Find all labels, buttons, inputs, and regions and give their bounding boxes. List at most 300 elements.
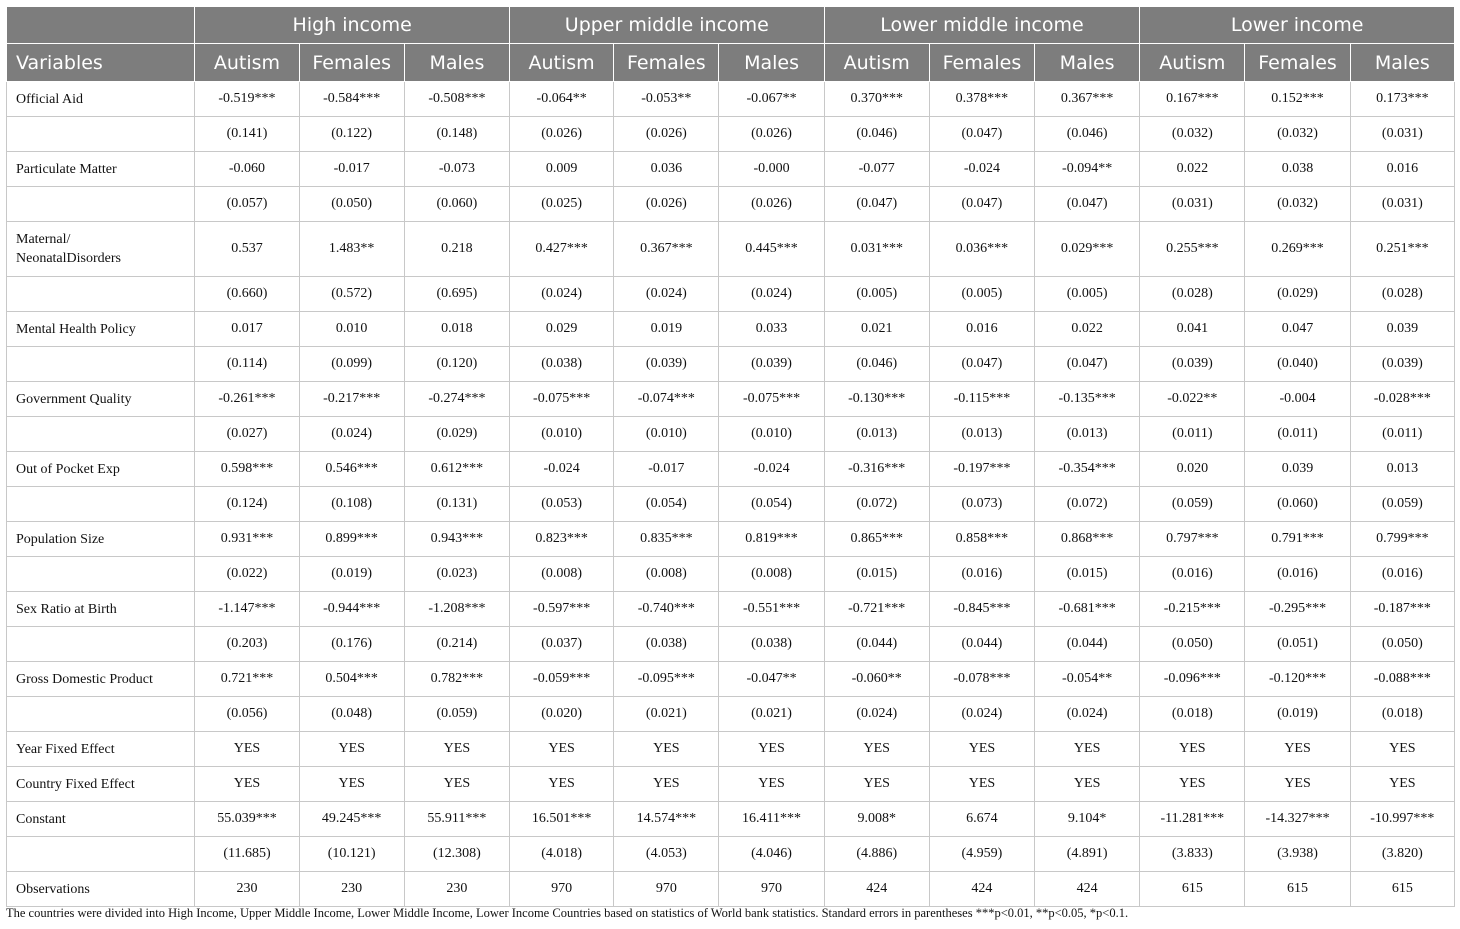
table-cell: (0.023)	[404, 557, 509, 592]
table-cell: (0.046)	[824, 117, 929, 152]
row-label	[7, 557, 195, 592]
table-cell: (0.047)	[929, 187, 1034, 222]
table-cell: (0.024)	[1035, 697, 1140, 732]
table-cell: (0.060)	[404, 187, 509, 222]
row-label-text: Observations	[16, 881, 90, 897]
table-cell: (0.108)	[299, 487, 404, 522]
table-cell: (0.016)	[929, 557, 1034, 592]
table-cell: (0.050)	[1350, 627, 1454, 662]
table-cell: 0.819***	[719, 522, 824, 557]
table-row	[7, 767, 1455, 802]
group-header-row	[7, 7, 1455, 44]
table-cell: (0.214)	[404, 627, 509, 662]
table-cell: (0.660)	[195, 277, 299, 312]
table-cell: -10.997***	[1350, 802, 1454, 837]
table-footnote: The countries were divided into High Income, Upper Middle Income, Lower Middle Income, Lower Income Countries based on statistics of World bank statistics. Standard errors in parentheses ***p<0.01, **p<0.05, *p<0.1.	[6, 906, 1129, 920]
table-cell: 9.104*	[1035, 802, 1140, 837]
table-cell: -1.208***	[404, 592, 509, 627]
table-cell: -0.004	[1245, 382, 1350, 417]
table-cell: (0.016)	[1350, 557, 1454, 592]
subcolumn-header: Females	[299, 44, 404, 82]
group-header-high-income: High income	[195, 7, 510, 44]
table-cell: (0.038)	[614, 627, 719, 662]
table-cell: -0.075***	[510, 382, 614, 417]
table-cell: (0.572)	[299, 277, 404, 312]
table-cell: 0.041	[1140, 312, 1245, 347]
table-cell: (0.039)	[719, 347, 824, 382]
table-cell: 0.791***	[1245, 522, 1350, 557]
subcolumn-header: Females	[1245, 44, 1350, 82]
table-cell: 0.823***	[510, 522, 614, 557]
table-cell: 615	[1245, 872, 1350, 907]
row-label	[7, 802, 195, 837]
row-label-text: Constant	[16, 811, 66, 827]
table-cell: YES	[1035, 767, 1140, 802]
table-cell: 0.899***	[299, 522, 404, 557]
table-row	[7, 697, 1455, 732]
table-cell: 55.039***	[195, 802, 299, 837]
table-cell: 0.038	[1245, 152, 1350, 187]
table-cell: -0.074***	[614, 382, 719, 417]
row-label	[7, 312, 195, 347]
table-cell: (0.131)	[404, 487, 509, 522]
table-cell: -0.721***	[824, 592, 929, 627]
table-cell: -0.197***	[929, 452, 1034, 487]
table-cell: (0.059)	[1140, 487, 1245, 522]
table-cell: -0.047**	[719, 662, 824, 697]
table-cell: -14.327***	[1245, 802, 1350, 837]
row-label-text: Year Fixed Effect	[16, 741, 115, 757]
table-cell: (0.054)	[614, 487, 719, 522]
table-cell: (0.011)	[1245, 417, 1350, 452]
table-cell: 0.017	[195, 312, 299, 347]
subcolumn-header: Autism	[1140, 44, 1245, 82]
table-row	[7, 662, 1455, 697]
table-cell: -0.354***	[1035, 452, 1140, 487]
table-cell: (0.176)	[299, 627, 404, 662]
table-cell: 0.367***	[614, 222, 719, 277]
table-cell: (0.024)	[719, 277, 824, 312]
table-cell: (10.121)	[299, 837, 404, 872]
table-cell: (0.019)	[299, 557, 404, 592]
table-cell: (0.141)	[195, 117, 299, 152]
table-cell: 0.029***	[1035, 222, 1140, 277]
table-cell: 424	[824, 872, 929, 907]
table-row	[7, 802, 1455, 837]
table-cell: (0.047)	[1035, 347, 1140, 382]
table-row	[7, 592, 1455, 627]
table-cell: 0.943***	[404, 522, 509, 557]
table-cell: -0.017	[614, 452, 719, 487]
table-cell: (0.032)	[1245, 117, 1350, 152]
table-cell: 0.016	[1350, 152, 1454, 187]
table-row	[7, 347, 1455, 382]
table-cell: 0.546***	[299, 452, 404, 487]
table-cell: -0.000	[719, 152, 824, 187]
table-cell: 1.483**	[299, 222, 404, 277]
table-cell: YES	[824, 767, 929, 802]
table-cell: -0.187***	[1350, 592, 1454, 627]
subcolumn-header-row	[7, 44, 1455, 82]
row-label	[7, 592, 195, 627]
table-cell: 0.013	[1350, 452, 1454, 487]
table-cell: 0.019	[614, 312, 719, 347]
table-cell: (0.021)	[719, 697, 824, 732]
table-cell: 970	[614, 872, 719, 907]
table-cell: (0.020)	[510, 697, 614, 732]
row-label	[7, 767, 195, 802]
table-body	[7, 82, 1455, 907]
table-cell: 230	[195, 872, 299, 907]
group-header-lower-middle-income: Lower middle income	[824, 7, 1140, 44]
table-cell: -0.067**	[719, 82, 824, 117]
table-cell: (0.029)	[404, 417, 509, 452]
table-cell: 0.016	[929, 312, 1034, 347]
table-cell: 0.036***	[929, 222, 1034, 277]
table-cell: -0.077	[824, 152, 929, 187]
table-cell: (0.047)	[929, 117, 1034, 152]
table-cell: (0.053)	[510, 487, 614, 522]
table-row	[7, 837, 1455, 872]
table-cell: (0.072)	[824, 487, 929, 522]
table-cell: 0.029	[510, 312, 614, 347]
table-row	[7, 522, 1455, 557]
table-cell: 0.445***	[719, 222, 824, 277]
table-cell: 0.865***	[824, 522, 929, 557]
row-label	[7, 487, 195, 522]
table-cell: 0.039	[1245, 452, 1350, 487]
table-row	[7, 152, 1455, 187]
variables-header: Variables	[7, 44, 195, 82]
table-cell: -0.584***	[299, 82, 404, 117]
group-header-upper-middle-income: Upper middle income	[510, 7, 825, 44]
table-cell: 0.799***	[1350, 522, 1454, 557]
row-label	[7, 627, 195, 662]
table-cell: (0.018)	[1350, 697, 1454, 732]
row-label	[7, 522, 195, 557]
table-cell: 49.245***	[299, 802, 404, 837]
table-cell: (0.114)	[195, 347, 299, 382]
table-cell: (0.016)	[1140, 557, 1245, 592]
table-cell: (0.026)	[614, 117, 719, 152]
table-cell: YES	[299, 732, 404, 767]
table-cell: 0.782***	[404, 662, 509, 697]
table-cell: (0.122)	[299, 117, 404, 152]
table-cell: (0.047)	[929, 347, 1034, 382]
table-cell: (0.028)	[1140, 277, 1245, 312]
table-row	[7, 277, 1455, 312]
table-cell: YES	[1035, 732, 1140, 767]
table-cell: 0.835***	[614, 522, 719, 557]
table-cell: (0.031)	[1350, 187, 1454, 222]
table-cell: -0.845***	[929, 592, 1034, 627]
table-row	[7, 222, 1455, 277]
table-cell: (0.056)	[195, 697, 299, 732]
table-cell: (0.044)	[824, 627, 929, 662]
table-cell: 230	[404, 872, 509, 907]
table-cell: -0.215***	[1140, 592, 1245, 627]
table-cell: YES	[929, 767, 1034, 802]
table-cell: (0.026)	[510, 117, 614, 152]
table-cell: (0.059)	[404, 697, 509, 732]
row-label	[7, 82, 195, 117]
row-label	[7, 347, 195, 382]
table-cell: 9.008*	[824, 802, 929, 837]
table-cell: 0.797***	[1140, 522, 1245, 557]
table-cell: (0.072)	[1035, 487, 1140, 522]
table-cell: -0.115***	[929, 382, 1034, 417]
row-label	[7, 662, 195, 697]
table-cell: 14.574***	[614, 802, 719, 837]
table-cell: -0.078***	[929, 662, 1034, 697]
table-cell: -0.551***	[719, 592, 824, 627]
table-cell: 230	[299, 872, 404, 907]
row-label	[7, 452, 195, 487]
table-cell: (0.026)	[614, 187, 719, 222]
row-label	[7, 732, 195, 767]
table-cell: (12.308)	[404, 837, 509, 872]
table-cell: (0.013)	[824, 417, 929, 452]
row-label	[7, 222, 195, 277]
table-cell: (0.059)	[1350, 487, 1454, 522]
table-row	[7, 82, 1455, 117]
table-cell: (0.015)	[824, 557, 929, 592]
table-row	[7, 382, 1455, 417]
table-cell: (0.029)	[1245, 277, 1350, 312]
table-cell: (0.046)	[824, 347, 929, 382]
subcolumn-header: Females	[614, 44, 719, 82]
row-label-text: Maternal/	[16, 232, 71, 247]
table-cell: (0.025)	[510, 187, 614, 222]
table-cell: (0.024)	[614, 277, 719, 312]
table-cell: (0.148)	[404, 117, 509, 152]
table-cell: (0.031)	[1350, 117, 1454, 152]
table-cell: (0.120)	[404, 347, 509, 382]
table-cell: 0.255***	[1140, 222, 1245, 277]
row-label-text: Government Quality	[16, 391, 132, 407]
row-label	[7, 697, 195, 732]
table-cell: (0.028)	[1350, 277, 1454, 312]
table-cell: 0.033	[719, 312, 824, 347]
row-label	[7, 872, 195, 907]
table-cell: (0.022)	[195, 557, 299, 592]
table-cell: (0.018)	[1140, 697, 1245, 732]
table-cell: (0.013)	[929, 417, 1034, 452]
table-cell: (0.008)	[510, 557, 614, 592]
subcolumn-header: Autism	[824, 44, 929, 82]
table-cell: 0.218	[404, 222, 509, 277]
table-cell: 424	[929, 872, 1034, 907]
table-cell: -0.053**	[614, 82, 719, 117]
table-cell: 0.858***	[929, 522, 1034, 557]
table-cell: YES	[510, 732, 614, 767]
table-cell: 0.031***	[824, 222, 929, 277]
table-cell: (0.026)	[719, 187, 824, 222]
table-cell: -0.944***	[299, 592, 404, 627]
table-cell: (0.005)	[1035, 277, 1140, 312]
table-cell: 0.721***	[195, 662, 299, 697]
table-cell: -0.120***	[1245, 662, 1350, 697]
table-cell: 0.537	[195, 222, 299, 277]
table-cell: 0.152***	[1245, 82, 1350, 117]
table-cell: (0.039)	[1350, 347, 1454, 382]
table-cell: YES	[1350, 767, 1454, 802]
table-cell: (0.005)	[929, 277, 1034, 312]
table-cell: 0.018	[404, 312, 509, 347]
subcolumn-header: Males	[1350, 44, 1454, 82]
table-cell: YES	[719, 732, 824, 767]
table-cell: -0.024	[510, 452, 614, 487]
corner-cell	[7, 7, 195, 44]
table-cell: YES	[1140, 732, 1245, 767]
table-cell: (3.820)	[1350, 837, 1454, 872]
table-cell: -0.060	[195, 152, 299, 187]
table-cell: (11.685)	[195, 837, 299, 872]
table-cell: (0.050)	[1140, 627, 1245, 662]
table-cell: (0.011)	[1140, 417, 1245, 452]
table-cell: YES	[510, 767, 614, 802]
subcolumn-header: Autism	[195, 44, 299, 82]
table-cell: 615	[1140, 872, 1245, 907]
table-cell: -0.295***	[1245, 592, 1350, 627]
table-cell: (4.959)	[929, 837, 1034, 872]
table-cell: 0.931***	[195, 522, 299, 557]
table-cell: (4.018)	[510, 837, 614, 872]
table-cell: (0.010)	[614, 417, 719, 452]
table-cell: (0.008)	[614, 557, 719, 592]
table-cell: 0.167***	[1140, 82, 1245, 117]
table-cell: 0.598***	[195, 452, 299, 487]
table-cell: (0.044)	[1035, 627, 1140, 662]
table-cell: 0.504***	[299, 662, 404, 697]
subcolumn-header: Autism	[510, 44, 614, 82]
table-cell: 970	[510, 872, 614, 907]
table-cell: -0.060**	[824, 662, 929, 697]
row-label	[7, 382, 195, 417]
table-cell: (0.024)	[824, 697, 929, 732]
table-cell: (0.032)	[1140, 117, 1245, 152]
table-cell: (0.057)	[195, 187, 299, 222]
table-cell: -0.022**	[1140, 382, 1245, 417]
table-cell: -0.088***	[1350, 662, 1454, 697]
table-cell: -0.054**	[1035, 662, 1140, 697]
table-cell: -0.597***	[510, 592, 614, 627]
row-label-text: Country Fixed Effect	[16, 776, 135, 792]
table-cell: (0.038)	[510, 347, 614, 382]
table-row	[7, 557, 1455, 592]
row-label-text: Gross Domestic Product	[16, 671, 153, 687]
table-cell: YES	[824, 732, 929, 767]
table-cell: 16.501***	[510, 802, 614, 837]
table-cell: (0.024)	[299, 417, 404, 452]
table-cell: 16.411***	[719, 802, 824, 837]
table-cell: (3.938)	[1245, 837, 1350, 872]
table-cell: (0.037)	[510, 627, 614, 662]
table-cell: -0.316***	[824, 452, 929, 487]
table-cell: -0.028***	[1350, 382, 1454, 417]
table-cell: YES	[404, 767, 509, 802]
table-cell: (4.046)	[719, 837, 824, 872]
table-cell: -0.261***	[195, 382, 299, 417]
table-cell: (0.051)	[1245, 627, 1350, 662]
table-cell: YES	[929, 732, 1034, 767]
table-cell: (0.016)	[1245, 557, 1350, 592]
table-cell: 0.612***	[404, 452, 509, 487]
table-cell: (0.040)	[1245, 347, 1350, 382]
table-cell: 615	[1350, 872, 1454, 907]
table-cell: YES	[1350, 732, 1454, 767]
table-cell: 0.022	[1140, 152, 1245, 187]
table-cell: 0.010	[299, 312, 404, 347]
table-cell: (0.124)	[195, 487, 299, 522]
group-header-lower-income: Lower income	[1140, 7, 1455, 44]
table-cell: (0.010)	[719, 417, 824, 452]
table-cell: (0.048)	[299, 697, 404, 732]
table-row	[7, 417, 1455, 452]
table-cell: (0.019)	[1245, 697, 1350, 732]
table-cell: (0.021)	[614, 697, 719, 732]
table-cell: (0.032)	[1245, 187, 1350, 222]
table-cell: 0.269***	[1245, 222, 1350, 277]
table-cell: 0.367***	[1035, 82, 1140, 117]
table-cell: (0.047)	[824, 187, 929, 222]
table-cell: 0.036	[614, 152, 719, 187]
table-cell: (0.039)	[1140, 347, 1245, 382]
row-label	[7, 117, 195, 152]
table-cell: 0.022	[1035, 312, 1140, 347]
table-cell: -0.274***	[404, 382, 509, 417]
table-cell: 0.009	[510, 152, 614, 187]
row-label-text: Particulate Matter	[16, 161, 117, 177]
row-label	[7, 417, 195, 452]
table-cell: (0.015)	[1035, 557, 1140, 592]
table-cell: -0.508***	[404, 82, 509, 117]
table-cell: YES	[614, 732, 719, 767]
table-cell: 55.911***	[404, 802, 509, 837]
table-cell: (0.024)	[929, 697, 1034, 732]
table-cell: 0.868***	[1035, 522, 1140, 557]
subcolumn-header: Males	[1035, 44, 1140, 82]
table-cell: (0.060)	[1245, 487, 1350, 522]
table-cell: 0.378***	[929, 82, 1034, 117]
table-cell: -0.135***	[1035, 382, 1140, 417]
row-label	[7, 152, 195, 187]
row-label-text: Mental Health Policy	[16, 321, 136, 337]
table-row	[7, 312, 1455, 347]
table-cell: -0.681***	[1035, 592, 1140, 627]
table-cell: -0.217***	[299, 382, 404, 417]
table-cell: -0.024	[719, 452, 824, 487]
row-label-text: Population Size	[16, 531, 105, 547]
table-cell: -0.073	[404, 152, 509, 187]
row-label-text: Sex Ratio at Birth	[16, 601, 117, 617]
table-cell: -0.740***	[614, 592, 719, 627]
table-cell: YES	[299, 767, 404, 802]
table-cell: -0.095***	[614, 662, 719, 697]
table-row	[7, 627, 1455, 662]
table-cell: 0.039	[1350, 312, 1454, 347]
table-cell: -0.130***	[824, 382, 929, 417]
table-cell: 0.427***	[510, 222, 614, 277]
table-cell: 424	[1035, 872, 1140, 907]
row-label-text: Out of Pocket Exp	[16, 461, 120, 477]
table-cell: 0.020	[1140, 452, 1245, 487]
table-cell: (0.050)	[299, 187, 404, 222]
table-cell: YES	[195, 732, 299, 767]
subcolumn-header: Males	[719, 44, 824, 82]
table-cell: -0.075***	[719, 382, 824, 417]
table-cell: (0.054)	[719, 487, 824, 522]
